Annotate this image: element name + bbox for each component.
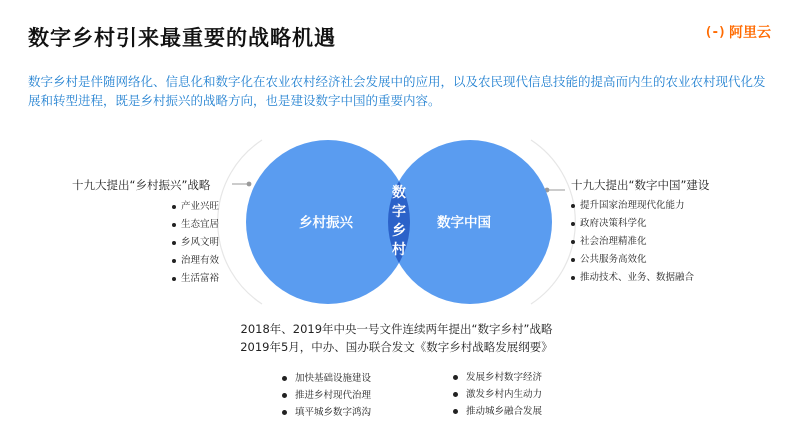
bullet-icon: [453, 392, 458, 397]
logo-text: 阿里云: [729, 25, 771, 41]
intro-paragraph: 数字乡村是伴随网络化、信息化和数字化在农业农村经济社会发展中的应用，以及农民现代信息技能的提高而内生的农业农村现代化发展和转型进程，既是乡村振兴的战略方向，也是建设数字中国的重要内容。: [28, 74, 766, 108]
bullet-icon: [571, 258, 575, 262]
bullet-icon: [282, 376, 287, 381]
bullet-icon: [172, 205, 176, 209]
overlap-char: 数: [392, 185, 406, 201]
venn-left-label: 乡村振兴: [299, 215, 353, 231]
bullet-icon: [172, 277, 176, 281]
aliyun-logo-icon: (-): [704, 24, 725, 40]
overlap-char: 村: [392, 242, 406, 258]
bullet-icon: [172, 241, 176, 245]
left-panel-title: 十九大提出“乡村振兴”战略: [72, 178, 211, 192]
page-title: 数字乡村引来最重要的战略机遇: [28, 26, 336, 50]
bottom-left-list: [282, 370, 371, 421]
bottom-line-1: 2018年、2019年中央一号文件连续两年提出“数字乡村”战略: [240, 322, 553, 336]
bottom-line-2: 2019年5月，中办、国办联合发文《数字乡村战略发展纲要》: [240, 340, 553, 354]
venn-right-label: 数字中国: [437, 215, 491, 231]
bullet-icon: [282, 410, 287, 415]
bullet-icon: [282, 393, 287, 398]
overlap-char: 字: [392, 204, 406, 220]
list-item: 激发乡村内生动力: [453, 386, 542, 403]
right-panel-title: 十九大提出“数字中国”建设: [571, 178, 710, 192]
left-panel-list: [172, 198, 219, 288]
bullet-icon: [453, 375, 458, 380]
list-item: 政府决策科学化: [571, 215, 694, 233]
bullet-icon: [172, 223, 176, 227]
list-item: 推进乡村现代治理: [282, 387, 371, 404]
bullet-icon: [571, 276, 575, 280]
list-item: 推动城乡融合发展: [453, 403, 542, 420]
list-item: 治理有效: [172, 252, 219, 270]
list-item: 填平城乡数字鸿沟: [282, 404, 371, 421]
left-connector-dot: [247, 182, 252, 187]
bullet-icon: [571, 222, 575, 226]
list-item: 公共服务高效化: [571, 251, 694, 269]
list-item: 乡风文明: [172, 234, 219, 252]
bottom-right-list: [453, 369, 542, 420]
overlap-char: 乡: [392, 223, 406, 239]
right-panel-list: [571, 197, 694, 287]
list-item: 产业兴旺: [172, 198, 219, 216]
list-item: 生活富裕: [172, 270, 219, 288]
list-item: 推动技术、业务、数据融合: [571, 269, 694, 287]
list-item: 生态宜居: [172, 216, 219, 234]
list-item: 发展乡村数字经济: [453, 369, 542, 386]
bullet-icon: [453, 409, 458, 414]
list-item: 加快基础设施建设: [282, 370, 371, 387]
list-item: 提升国家治理现代化能力: [571, 197, 694, 215]
bullet-icon: [172, 259, 176, 263]
bullet-icon: [571, 240, 575, 244]
bullet-icon: [571, 204, 575, 208]
list-item: 社会治理精准化: [571, 233, 694, 251]
